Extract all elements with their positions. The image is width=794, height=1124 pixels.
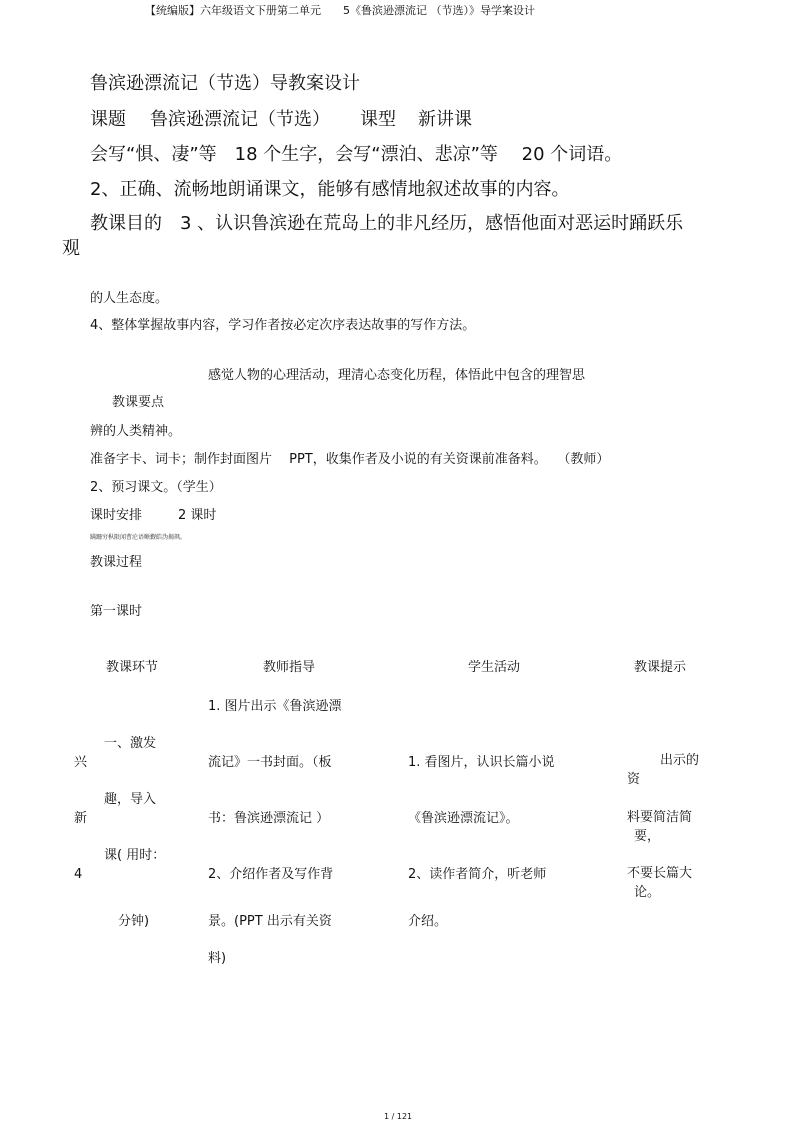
stage-line: 分钟): [118, 914, 150, 929]
objective-line-3-wrap: 观: [62, 238, 80, 259]
stage-line: 新: [74, 811, 88, 826]
objective-line-3: 教课目的 3 、认识鲁滨逊在荒岛上的非凡经历，感悟他面对恶运时踊跃乐: [90, 213, 684, 234]
tips-line: 要，: [634, 829, 661, 844]
tips-line: 料要简洁简: [627, 810, 693, 825]
type-label: 课型: [360, 109, 396, 130]
tips-line: 资: [627, 772, 641, 787]
teacher-line: 流记》一书封面。（板: [208, 755, 332, 770]
stage-line: 一、激发: [104, 736, 157, 751]
student-line: 1. 看图片，认识长篇小说: [408, 755, 555, 770]
tiny-note: 蹒跚穷枞限闻曹沦语晰觐皓沩揭飒。: [90, 534, 187, 541]
student-line: 2、读作者简介，听老师: [408, 867, 547, 882]
tips-line: 论。: [634, 885, 661, 900]
table-header-teacher: 教师指导: [263, 660, 316, 675]
key-points-text-b: 辨的人类精神。: [90, 424, 182, 439]
objective-line-2: 2、正确、流畅地朗诵课文，能够有感情地叙述故事的内容。: [90, 179, 570, 200]
process-title: 教课过程: [90, 555, 143, 570]
preparation-line-2: 2、预习课文。（学生）: [90, 480, 222, 495]
schedule-label: 课时安排: [90, 508, 143, 523]
teacher-line: 1. 图片出示《鲁滨逊漂: [208, 699, 342, 714]
lesson-title: 第一课时: [90, 604, 143, 619]
topic-label: 课题: [90, 109, 126, 130]
page-number: 1 / 121: [384, 1112, 413, 1121]
stage-line: 趣，导入: [104, 792, 157, 807]
objective-line-5: 4、整体掌握故事内容，学习作者按必定次序表达故事的写作方法。: [90, 318, 476, 333]
preparation-line-1: 准备字卡、词卡；制作封面图片 PPT，收集作者及小说的有关资课前准备料。 （教师）: [90, 452, 610, 467]
tips-line: 不要长篇大: [627, 866, 693, 881]
page-header: 【统编版】六年级语文下册第二单元 5《鲁滨逊漂流记 （节选）》导学案设计: [145, 4, 535, 17]
key-points-text-a: 感觉人物的心理活动，理清心态变化历程，体悟此中包含的理智思: [208, 368, 586, 383]
teacher-line: 料): [208, 951, 227, 966]
teacher-line: 2、介绍作者及写作背: [208, 867, 334, 882]
teacher-line: 景。(PPT 出示有关资: [208, 914, 332, 929]
objective-line-4: 的人生态度。: [90, 291, 169, 306]
stage-line: 课( 用时：: [104, 848, 166, 863]
type-value: 新讲课: [418, 109, 472, 130]
table-header-student: 学生活动: [468, 660, 521, 675]
table-header-tips: 教课提示: [634, 660, 687, 675]
student-line: 介绍。: [408, 914, 448, 929]
student-line: 《鲁滨逊漂流记》。: [408, 811, 519, 826]
stage-line: 4: [74, 867, 83, 882]
teacher-line: 书：鲁滨逊漂流记 ）: [208, 811, 330, 826]
table-header-stage: 教课环节: [106, 660, 159, 675]
doc-title: 鲁滨逊漂流记（节选）导教案设计: [90, 73, 360, 94]
key-points-label: 教课要点: [112, 395, 165, 410]
tips-line: 出示的: [660, 753, 700, 768]
schedule-value: 2 课时: [178, 508, 217, 523]
objective-line-1: 会写“惧、凄”等 18 个生字，会写“漂泊、悲凉”等 20 个词语。: [90, 144, 623, 165]
topic-value: 鲁滨逊漂流记（节选）: [150, 109, 330, 130]
stage-line: 兴: [74, 755, 88, 770]
